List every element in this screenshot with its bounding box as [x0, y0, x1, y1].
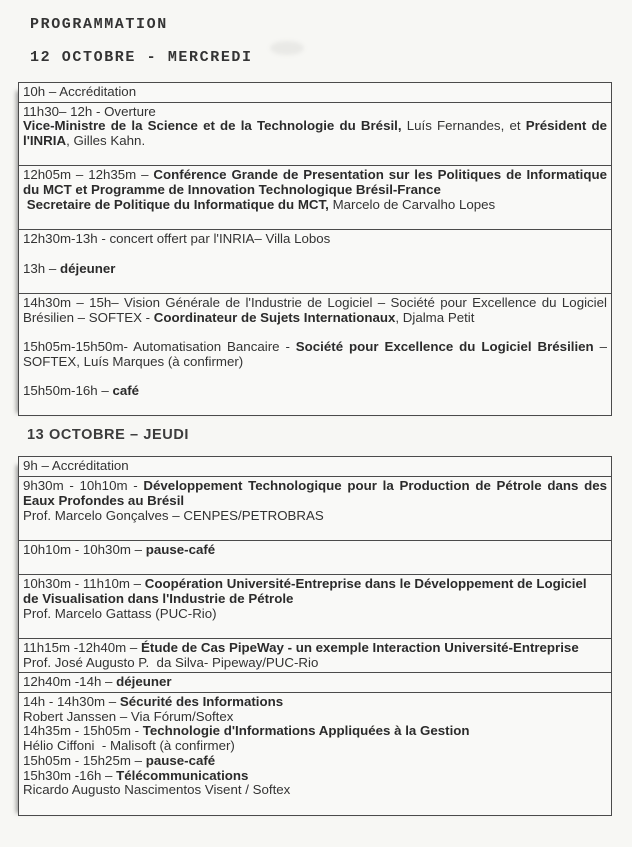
text: Ricardo Augusto Nascimentos Visent / Softex [23, 782, 291, 798]
schedule-line [23, 710, 607, 725]
table-row [19, 639, 611, 673]
bold-text: Télécommunications [116, 767, 249, 783]
blank-line [23, 369, 607, 384]
schedule-line [23, 311, 607, 326]
text: 15h05m - 15h25m – [23, 752, 146, 768]
schedule-line [23, 494, 607, 509]
table-row [19, 230, 611, 294]
text: 10h10m - 10h30m – [23, 541, 146, 557]
schedule-line [23, 656, 607, 671]
schedule-line [23, 168, 607, 183]
schedule-line [23, 355, 607, 370]
text: 10h30m - 11h10m – [23, 576, 145, 592]
text: 9h30m - 10h10m - [23, 478, 144, 494]
bold-text: Conférence Grande de Presentation sur les Politiques de Informatique [153, 167, 607, 183]
schedule-line [23, 340, 607, 355]
schedule-line [23, 296, 607, 311]
bold-text: pause-café [145, 752, 216, 768]
schedule-line [23, 675, 607, 690]
text: Prof. Marcelo Gonçalves – CENPES/PETROBRAS [23, 507, 324, 523]
blank-line [23, 213, 607, 228]
text: Marcelo de Carvalho Lopes [328, 196, 496, 212]
text: 14h30m – 15h– Vision Générale de l'Industrie de Logiciel – Société pour Excellence du Logiciel [23, 294, 607, 310]
text: 15h05m-15h50m- Automatisation Bancaire - [23, 339, 296, 354]
schedule-line [23, 479, 607, 494]
blank-line [23, 149, 607, 164]
table-row [19, 693, 611, 815]
section-day-2 [0, 428, 632, 815]
schedule-table [18, 82, 612, 416]
schedule-line [23, 739, 607, 754]
bold-text: Société pour Excellence du Logiciel Brésilien [295, 339, 594, 354]
bold-text: Vice-Ministre de la Science et de la Technologie du Brésil, [23, 118, 402, 134]
sections-container [0, 50, 632, 816]
bold-text: Président de [525, 118, 607, 134]
bold-text: pause-café [145, 541, 216, 557]
text: Luís Fernandes, et [401, 118, 526, 134]
schedule-line [23, 384, 607, 399]
schedule-line [23, 509, 607, 524]
text: , Djalma Petit [395, 309, 475, 325]
table-row [19, 575, 611, 639]
schedule-line [23, 459, 607, 474]
text: 11h30– 12h - Overture [23, 103, 156, 119]
text: 9h – Accréditation [23, 458, 129, 474]
bold-text: café [112, 383, 140, 399]
schedule-line [23, 592, 607, 607]
scan-artifact-smudge [270, 41, 304, 55]
text: Brésilien – SOFTEX - [23, 309, 154, 325]
section-heading: 13 OCTOBRE – JEUDI [27, 427, 190, 444]
bold-text: Développement Technologique pour la Production de Pétrole dans des [143, 478, 607, 494]
blank-line [23, 621, 607, 636]
table-row [19, 673, 611, 693]
text: 15h30m -16h – [23, 767, 117, 783]
section-heading: 12 OCTOBRE - MERCREDI [30, 49, 253, 66]
text: 15h50m-16h – [23, 383, 113, 399]
blank-line [23, 798, 607, 813]
text: Robert Janssen – Via Fórum/Softex [23, 708, 234, 724]
schedule-line [23, 543, 607, 558]
blank-line [23, 399, 607, 414]
blank-line [23, 276, 607, 291]
text: 14h - 14h30m – [23, 694, 120, 710]
text: 10h – Accréditation [23, 84, 137, 99]
scanned-document-page [0, 17, 632, 847]
bold-text: Secretaire de Politique du Informatique du MCT, [26, 196, 329, 212]
document-page [0, 17, 632, 816]
schedule-line [23, 695, 607, 710]
schedule-line [23, 198, 607, 213]
bold-text: Coopération Université-Entreprise dans le Développement de Logiciel [144, 576, 587, 592]
blank-line [23, 523, 607, 538]
bold-text: Eaux Profondes au Brésil [23, 492, 185, 508]
schedule-line [23, 754, 607, 769]
schedule-line [23, 262, 607, 277]
bold-text: déjeuner [59, 260, 116, 276]
table-row [19, 541, 611, 575]
schedule-line [23, 119, 607, 134]
schedule-line [23, 783, 607, 798]
table-row [19, 457, 611, 477]
text: Prof. Marcelo Gattass (PUC-Rio) [23, 605, 217, 621]
bold-text: du MCT et Programme de Innovation Technologique Brésil-France [23, 182, 441, 198]
bold-text: de Visualisation dans l'Industrie de Pétrole [23, 590, 294, 606]
text: 14h35m - 15h05m - [23, 723, 143, 739]
text: 12h05m – 12h35m – [23, 167, 154, 183]
schedule-line [23, 577, 607, 592]
schedule-line [23, 183, 607, 198]
schedule-line [23, 724, 607, 739]
schedule-table [18, 456, 612, 815]
blank-line [23, 325, 607, 340]
table-row [19, 83, 611, 103]
schedule-line [23, 85, 607, 100]
bold-text: Coordinateur de Sujets Internationaux [153, 309, 396, 325]
blank-line [23, 247, 607, 262]
text: Hélio Ciffoni - Malisoft (à confirmer) [23, 738, 235, 754]
table-row [19, 294, 611, 416]
text: 11h15m -12h40m – [23, 640, 142, 655]
table-row [19, 477, 611, 541]
bold-text: déjeuner [116, 674, 172, 690]
text: SOFTEX, Luís Marques (à confirmer) [23, 353, 244, 369]
table-row [19, 103, 611, 167]
schedule-line [23, 607, 607, 622]
section-day-1 [0, 50, 632, 416]
text: – [593, 339, 607, 354]
text: 12h40m -14h – [23, 674, 117, 690]
schedule-line [23, 232, 607, 247]
bold-text: Technologie d'Informations Appliquées à la Gestion [142, 723, 470, 739]
schedule-line [23, 641, 607, 656]
text: Prof. José Augusto P. da Silva- Pipeway/PUC-Rio [23, 654, 319, 670]
bold-text: Étude de Cas PipeWay - un exemple Interaction Université-Entreprise [141, 640, 579, 655]
page-title: PROGRAMMATION [30, 16, 168, 33]
bold-text: l'INRIA [23, 133, 67, 149]
schedule-line [23, 105, 607, 120]
text: 12h30m-13h - concert offert par l'INRIA– Villa Lobos [23, 231, 331, 247]
table-row [19, 166, 611, 230]
text: 13h – [23, 260, 60, 276]
bold-text: Sécurité des Informations [119, 694, 284, 710]
schedule-line [23, 134, 607, 149]
schedule-line [23, 769, 607, 784]
text: , Gilles Kahn. [66, 133, 146, 149]
blank-line [23, 558, 607, 573]
